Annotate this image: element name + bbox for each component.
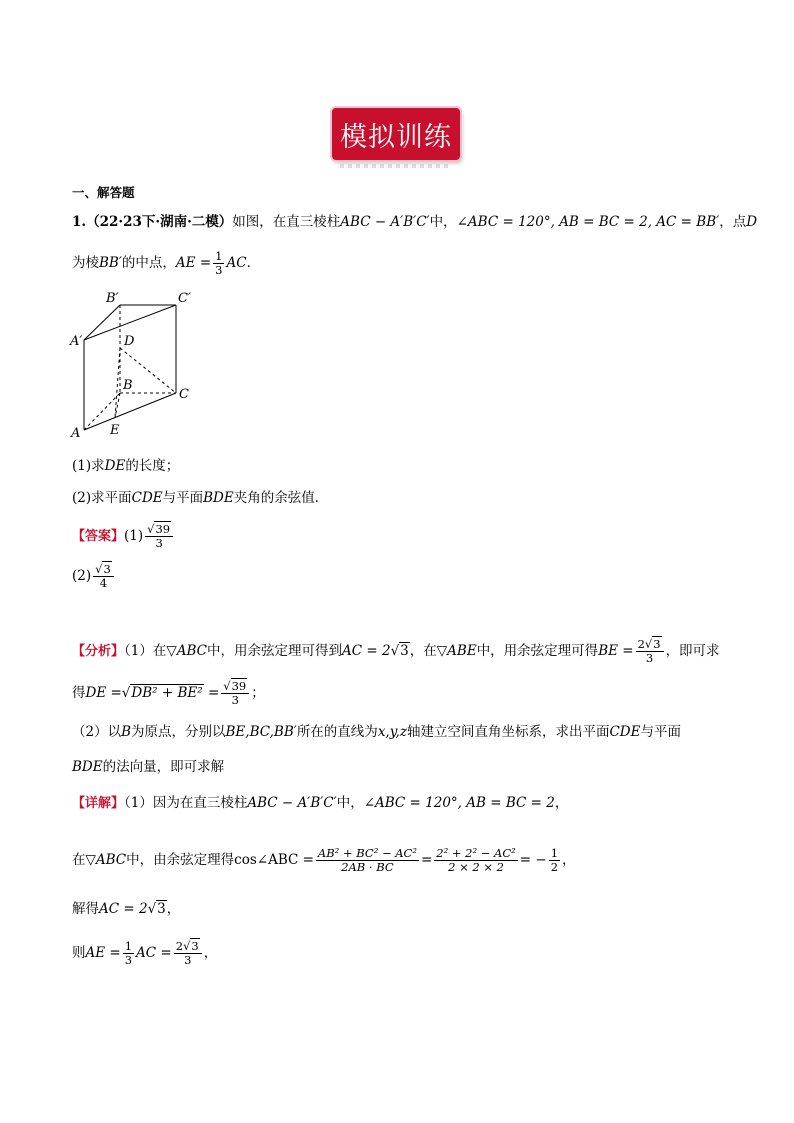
answer-tag: 【答案】 (72, 529, 125, 544)
text: 中，用余弦定理可得 (476, 643, 599, 659)
text: 中，用余弦定理可得到 (207, 643, 342, 659)
q-text: (1)求 (72, 458, 105, 474)
text: （2）以 (72, 724, 122, 740)
answer-part: (2) (72, 568, 92, 584)
formula: BE = (598, 643, 634, 659)
edge-ac (84, 393, 176, 430)
analysis-line-4 (72, 757, 224, 777)
conditions: ∠ABC = 120°, AB = BC = 2 (363, 795, 555, 811)
section-heading: 一、解答题 (72, 185, 135, 200)
frac-num: √3 (93, 563, 114, 577)
stem-text: 中， (429, 214, 457, 230)
conditions: ∠ABC = 120°, AB = BC = 2, AC = BB′ (456, 214, 720, 230)
q-text: 夹角的余弦值． (233, 490, 329, 506)
text: ； (251, 685, 265, 701)
fraction (549, 847, 560, 874)
ae-lhs: AE = (175, 255, 212, 271)
fraction (316, 847, 419, 874)
formula: DE = (85, 685, 122, 701)
q-text: 的长度； (125, 458, 180, 474)
formula: AC = 2 (99, 901, 148, 917)
frac-den: 3 (124, 953, 133, 967)
frac-den: 2AB · BC (341, 860, 394, 874)
triangle: ▽ABC (166, 643, 207, 659)
fraction (636, 638, 664, 665)
question-1 (72, 456, 179, 476)
analysis-line-2: 得DE =√DB² + BE² = $\frac{√39}{3}$ ； (72, 679, 265, 707)
detail-line-2 (72, 847, 576, 874)
frac-den: 2 × 2 × 2 (448, 860, 504, 874)
frac-den: 3 (155, 536, 163, 550)
formula: AC = (136, 945, 172, 961)
stem-text: ，点 (719, 214, 747, 230)
text: 在 (72, 852, 86, 868)
frac-den: 2 (550, 860, 559, 874)
frac-den: 3 (215, 263, 223, 277)
fraction (213, 250, 224, 277)
text: ， (203, 945, 218, 961)
fraction (221, 680, 249, 707)
analysis-tag: 【分析】 (72, 644, 125, 659)
sqrt-content: 3 (103, 562, 111, 576)
frac-num: √39 (145, 523, 173, 537)
text: ，即可求 (665, 643, 720, 659)
edge-a1b1 (84, 305, 120, 340)
frac-num: 1 (550, 846, 559, 860)
sqrt-content: 3 (157, 901, 166, 917)
answer-line-1 (72, 523, 175, 550)
frac-num: AB² + BC² − AC² (317, 846, 417, 860)
text: 为原点，分别以 (131, 724, 226, 740)
problem-line-1 (72, 212, 757, 232)
label-e: E (110, 423, 120, 438)
q-text: 与平面 (162, 490, 204, 506)
formula: cos∠ABC = (234, 852, 314, 868)
analysis-line-3 (72, 722, 681, 742)
origin: B (121, 724, 132, 740)
frac-den: 3 (645, 651, 654, 665)
prism-name: ABC − A′B′C′ (247, 795, 337, 811)
frac-den: 4 (99, 576, 108, 590)
frac-den: 3 (184, 953, 192, 967)
stem-text: 如图，在直三棱柱 (232, 214, 341, 230)
edge-name: BB′ (99, 255, 122, 271)
text: 与平面 (640, 724, 681, 740)
formula: AE = (85, 945, 121, 961)
label-a1: A′ (70, 334, 83, 349)
answer-part: (1) (124, 528, 144, 544)
question-2 (72, 488, 328, 508)
banner-decoration (340, 164, 452, 168)
axes: BE,BC,BB′ (225, 724, 297, 740)
prism-name: ABC − A′B′C′ (340, 214, 430, 230)
text: （1）因为在直三棱柱 (124, 795, 248, 811)
detail-line-1 (72, 793, 568, 814)
stem-text: ． (246, 255, 261, 271)
text: 中，由余弦定理得 (126, 852, 235, 868)
frac-num: 2√3 (636, 638, 664, 652)
text: 所在的直线为 (296, 724, 378, 740)
problem-source: （22·23下·湖南·二模） (86, 214, 233, 230)
sqrt-content: 3 (653, 637, 661, 651)
title-banner (332, 108, 460, 160)
frac-num: √39 (221, 680, 249, 694)
frac-num: 2² + 2² − AC² (436, 846, 516, 860)
answer-fraction-2 (93, 563, 114, 590)
detail-line-3: 解得AC = 2√3， (72, 901, 181, 917)
text: 轴建立空间直角坐标系，求出平面 (406, 724, 610, 740)
sqrt-content: DB² + BE² (131, 685, 203, 701)
triangle: ▽ABE (436, 643, 477, 659)
plane: BDE (72, 759, 103, 775)
q-var: BDE (203, 490, 234, 506)
sqrt-content: 39 (231, 679, 247, 693)
label-c: C (179, 387, 189, 402)
analysis-line-1: 【分析】（1）在▽ABC中，用余弦定理可得到AC = 2√3，在▽ABE中，用余弦定理可得BE = $\frac{2√3}{3}$ ，即可求 (72, 637, 720, 665)
problem-number: 1. (72, 214, 87, 230)
text: 解得 (72, 901, 99, 917)
fraction (123, 940, 134, 967)
formula: AC = 2 (342, 643, 391, 659)
q-var: CDE (131, 490, 163, 506)
coef: 2 (175, 939, 184, 953)
formula: = (420, 852, 433, 868)
frac-num: 1 (215, 249, 223, 263)
label-d: D (124, 334, 135, 349)
answer-fraction-1 (145, 523, 173, 550)
formula: = − (519, 852, 547, 868)
label-b: B (123, 378, 133, 393)
coef: 2 (637, 637, 645, 651)
text: ， (562, 852, 576, 868)
answer-line-2 (72, 563, 116, 590)
frac-num: 1 (124, 939, 133, 953)
text: ，在 (409, 643, 437, 659)
text: ， (554, 795, 569, 811)
frac-den: 3 (231, 693, 239, 707)
sqrt-content: 3 (191, 939, 199, 953)
fraction (174, 940, 202, 967)
xyz: x,y,z (377, 724, 407, 740)
label-a: A (71, 426, 81, 440)
sqrt-content: 3 (400, 643, 409, 659)
banner-title: 模拟训练 (340, 121, 452, 153)
detail-tag: 【详解】 (72, 796, 125, 811)
ae-rhs: AC (226, 255, 247, 271)
frac-num: 2√3 (174, 940, 202, 954)
label-b1: B′ (106, 291, 119, 306)
problem-line-2 (72, 250, 260, 277)
prism-figure (68, 288, 198, 440)
text: 则 (72, 945, 86, 961)
text: （1）在 (124, 643, 167, 659)
stem-text: 为棱 (72, 255, 99, 271)
text: 得 (72, 685, 86, 701)
point-d: D (746, 214, 758, 230)
plane: CDE (609, 724, 641, 740)
q-text: (2)求平面 (72, 490, 132, 506)
text: ， (166, 901, 181, 917)
fraction (434, 847, 517, 874)
q-var: DE (104, 458, 126, 474)
text: 的法向量，即可求解 (102, 759, 225, 775)
stem-text: 的中点， (121, 255, 176, 271)
label-c1: C′ (178, 291, 191, 306)
formula: = (207, 685, 220, 701)
sqrt-content: 39 (155, 522, 171, 536)
text: 中， (336, 795, 364, 811)
triangle: ▽ABC (85, 852, 127, 868)
detail-line-4 (72, 940, 217, 967)
